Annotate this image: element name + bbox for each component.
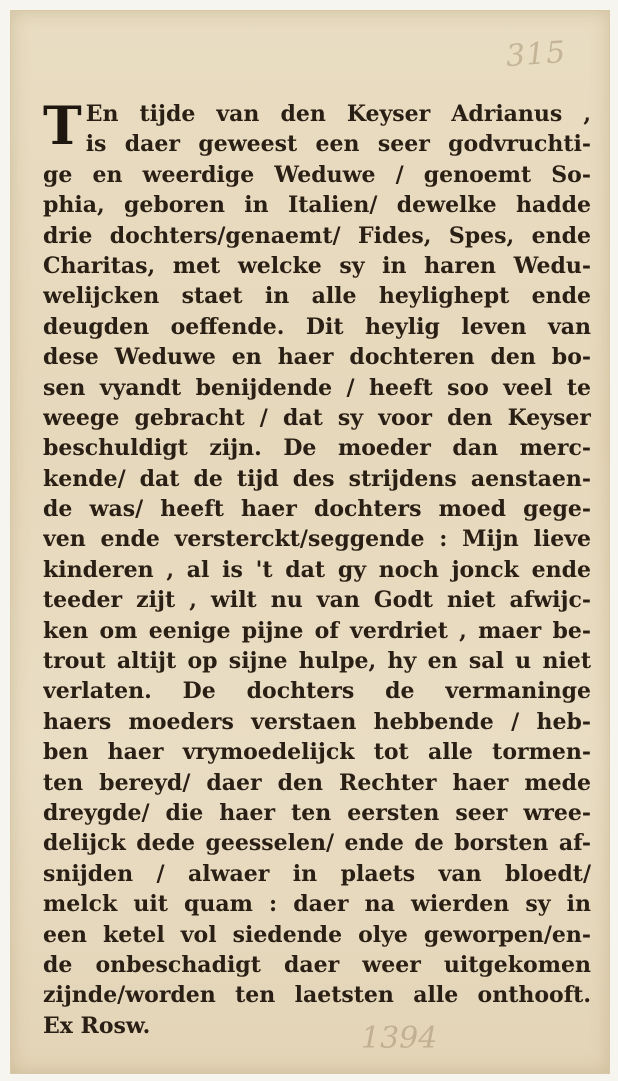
text-line: dese Weduwe en haer dochteren den bo- xyxy=(43,344,591,371)
text-line: ven ende versterckt/seggende : Mijn lieve xyxy=(43,526,591,553)
text-line: ten bereyd/ daer den Rechter haer mede xyxy=(43,769,591,796)
text-line: delijck dede geesselen/ ende de borsten af- xyxy=(43,830,591,857)
text-line: weege gebracht / dat sy voor den Keyser xyxy=(43,404,591,431)
text-line: ken om eenige pijne of verdriet , maer be- xyxy=(43,617,591,644)
handwritten-number-top: 315 xyxy=(504,34,568,75)
text-line: snijden / alwaer in plaets van bloedt/ xyxy=(43,860,591,887)
text-line: is daer geweest een seer godvruchti- xyxy=(85,131,591,158)
text-line: ge en weerdige Weduwe / genoemt So- xyxy=(43,161,591,188)
text-line: welijcken staet in alle heylighept ende xyxy=(43,283,591,310)
text-line: haers moeders verstaen hebbende / heb- xyxy=(43,708,591,735)
paper-sheet xyxy=(10,10,610,1074)
drop-cap: T xyxy=(43,96,82,157)
text-line: kinderen , al is 't dat gy noch jonck ende xyxy=(43,556,591,583)
text-line: trout altijt op sijne hulpe, hy en sal u niet xyxy=(43,648,591,675)
text-line: dreygde/ die haer ten eersten seer wree- xyxy=(43,799,591,826)
text-line: de was/ heeft haer dochters moed gege- xyxy=(43,496,591,523)
handwritten-number-bottom: 1394 xyxy=(361,1021,438,1056)
source-line: Ex Rosw. xyxy=(43,1012,151,1039)
text-line: kende/ dat de tijd des strijdens aenstaen- xyxy=(43,465,591,492)
text-line: de onbeschadigt daer weer uitgekomen xyxy=(43,951,591,978)
text-line: phia, geboren in Italien/ dewelke hadde xyxy=(43,192,591,219)
text-line: Charitas, met welcke sy in haren Wedu- xyxy=(43,252,591,279)
text-line: En tijde van den Keyser Adrianus , xyxy=(85,101,591,127)
text-line: ben haer vrymoedelijck tot alle tormen- xyxy=(43,739,591,766)
text-line: deugden oeffende. Dit heylig leven van xyxy=(43,313,591,340)
text-line: verlaten. De dochters de vermaninge xyxy=(43,678,591,705)
text-line: een ketel vol siedende olye geworpen/en- xyxy=(43,921,591,948)
text-line: sen vyandt benijdende / heeft soo veel te xyxy=(43,374,591,401)
text-line: beschuldigt zijn. De moeder dan merc- xyxy=(43,435,591,462)
text-column xyxy=(43,96,591,1041)
text-line: zijnde/worden ten laetsten alle onthooft. xyxy=(43,982,591,1009)
text-line: teeder zijt , wilt nu van Godt niet afwijc- xyxy=(43,587,591,614)
text-line: melck uit quam : daer na wierden sy in xyxy=(43,891,591,918)
text-line: drie dochters/genaemt/ Fides, Spes, ende xyxy=(43,222,591,249)
